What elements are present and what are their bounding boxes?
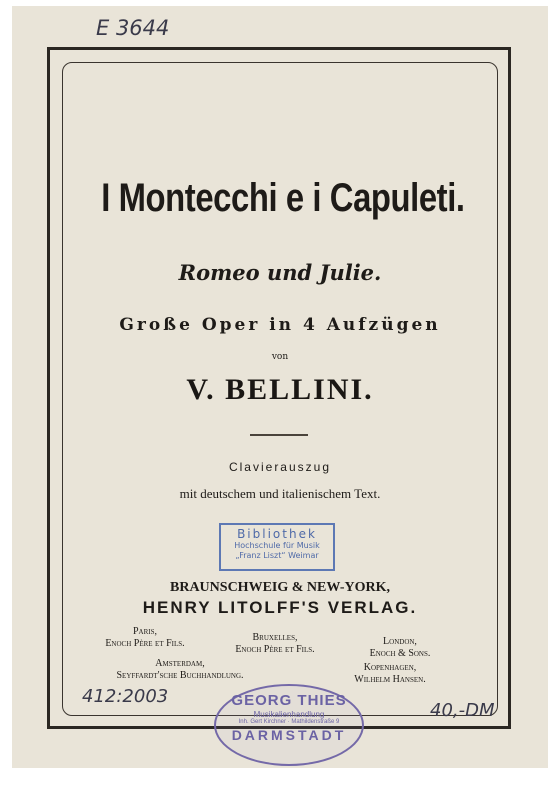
by-label: von (271, 352, 289, 362)
composer-name: V. BELLINI. (186, 373, 374, 406)
agent-london: London, Enoch & Sons. (369, 636, 431, 659)
catalog-number: E 3644 (96, 16, 170, 40)
library-stamp (219, 523, 335, 571)
divider-rule (250, 434, 308, 436)
arrangement-label: Clavierauszug (228, 460, 332, 474)
dealer-stamp-city: DARMSTADT (231, 727, 347, 743)
library-stamp-line2: Hochschule für Musik (234, 541, 320, 550)
library-stamp-title: Bibliothek (237, 527, 317, 541)
library-stamp-line3: „Franz Liszt“ Weimar (235, 551, 319, 560)
price-mark: 40,-DM (430, 700, 495, 721)
subtitle: Romeo und Julie. (178, 260, 382, 285)
dealer-stamp-line3: Inh. Gert Kirchner · Mathildenstraße 9 (238, 719, 340, 725)
agent-kopenhagen: Kopenhagen, Wilhelm Hansen. (354, 662, 426, 685)
dealer-stamp-line2: Musikalienhandlung (253, 710, 325, 719)
opera-description: Große Oper in 4 Aufzügen (119, 315, 441, 335)
agent-amsterdam: Amsterdam, Seyffardt'sche Buchhandlung. (116, 658, 244, 681)
shelf-mark: 412:2003 (82, 686, 169, 707)
dealer-stamp (214, 684, 364, 766)
dealer-stamp-name: GEORG THIES (231, 692, 347, 709)
agent-paris: Paris, Enoch Père et Fils. (105, 626, 185, 649)
publisher-name: HENRY LITOLFF'S VERLAG. (142, 598, 418, 617)
publisher-cities: BRAUNSCHWEIG & NEW-YORK, (170, 580, 390, 595)
agent-bruxelles: Bruxelles, Enoch Père et Fils. (235, 632, 315, 655)
language-note: mit deutschem und italienischem Text. (179, 486, 381, 501)
opera-title: I Montecchi e i Capuleti. (101, 176, 465, 220)
